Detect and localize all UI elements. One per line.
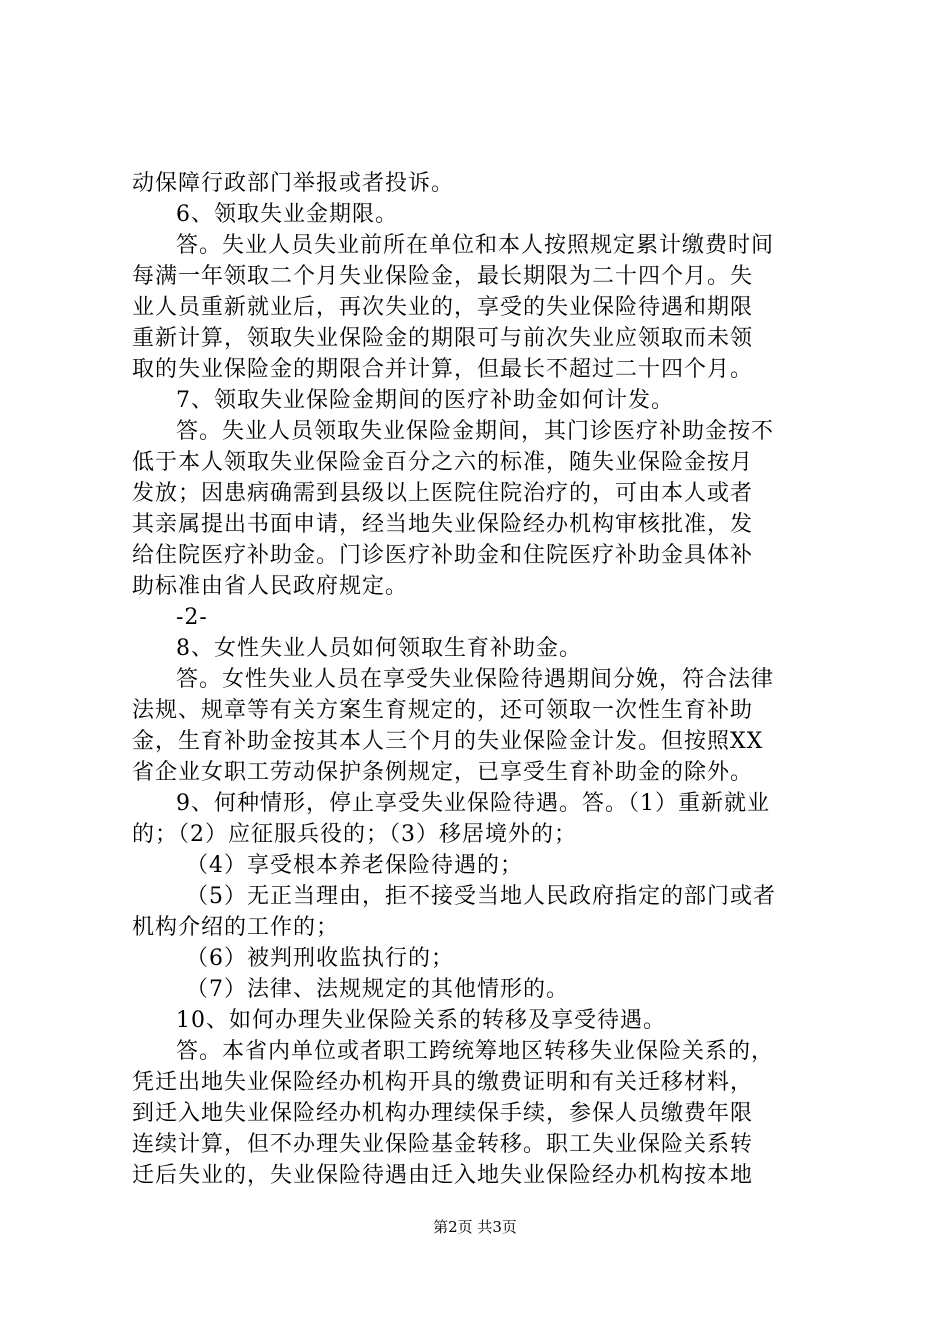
text-line: -2-	[176, 605, 208, 630]
text-line: 连续计算，但不办理失业保险基金转移。职工失业保险关系转	[132, 1132, 754, 1157]
text-line: （4）享受根本养老保险待遇的；	[186, 853, 523, 878]
document-body	[132, 168, 832, 1191]
text-line: 答。女性失业人员在享受失业保险待遇期间分娩，符合法律	[176, 667, 775, 692]
text-line: 的；（2）应征服兵役的；（3）移居境外的；	[132, 822, 577, 847]
text-line: 动保障行政部门举报或者投诉。	[132, 171, 455, 196]
text-line: 7、领取失业保险金期间的医疗补助金如何计发。	[176, 388, 674, 413]
text-line: 机构介绍的工作的；	[132, 915, 340, 940]
text-line: 9、何种情形，停止享受失业保险待遇。答。（1）重新就业	[176, 791, 770, 816]
text-line: 发放；因患病确需到县级以上医院住院治疗的，可由本人或者	[132, 481, 754, 506]
text-line: 法规、规章等有关方案生育规定的，还可领取一次性生育补助	[132, 698, 754, 723]
text-line: 取的失业保险金的期限合并计算，但最长不超过二十四个月。	[132, 357, 754, 382]
text-line: 6、领取失业金期限。	[176, 202, 398, 227]
text-line: 低于本人领取失业保险金百分之六的标准，随失业保险金按月	[132, 450, 754, 475]
text-line: 省企业女职工劳动保护条例规定，已享受生育补助金的除外。	[132, 760, 754, 785]
text-line: 业人员重新就业后，再次失业的，享受的失业保险待遇和期限	[132, 295, 754, 320]
text-line: 每满一年领取二个月失业保险金，最长期限为二十四个月。失	[132, 264, 754, 289]
text-line: 其亲属提出书面申请，经当地失业保险经办机构审核批准，发	[132, 512, 754, 537]
text-line: 答。失业人员失业前所在单位和本人按照规定累计缴费时间	[176, 233, 775, 258]
text-line: 迁后失业的，失业保险待遇由迁入地失业保险经办机构按本地	[132, 1163, 754, 1188]
text-line: 金，生育补助金按其本人三个月的失业保险金计发。但按照XX	[132, 729, 764, 754]
text-line: 助标准由省人民政府规定。	[132, 574, 409, 599]
text-line: 重新计算，领取失业保险金的期限可与前次失业应领取而未领	[132, 326, 754, 351]
text-line: 凭迁出地失业保险经办机构开具的缴费证明和有关迁移材料，	[132, 1070, 754, 1095]
text-line: 8、女性失业人员如何领取生育补助金。	[176, 636, 582, 661]
text-line: 10、如何办理失业保险关系的转移及享受待遇。	[176, 1008, 666, 1033]
text-line: 给住院医疗补助金。门诊医疗补助金和住院医疗补助金具体补	[132, 543, 754, 568]
text-line: （7）法律、法规规定的其他情形的。	[186, 977, 569, 1002]
text-line: （6）被判刑收监执行的；	[186, 946, 454, 971]
text-line: 到迁入地失业保险经办机构办理续保手续，参保人员缴费年限	[132, 1101, 754, 1126]
text-line: 答。失业人员领取失业保险金期间，其门诊医疗补助金按不	[176, 419, 775, 444]
text-line: （5）无正当理由，拒不接受当地人民政府指定的部门或者	[186, 884, 776, 909]
page-footer: 第2页 共3页	[433, 1218, 517, 1236]
text-line: 答。本省内单位或者职工跨统筹地区转移失业保险关系的，	[176, 1039, 775, 1064]
